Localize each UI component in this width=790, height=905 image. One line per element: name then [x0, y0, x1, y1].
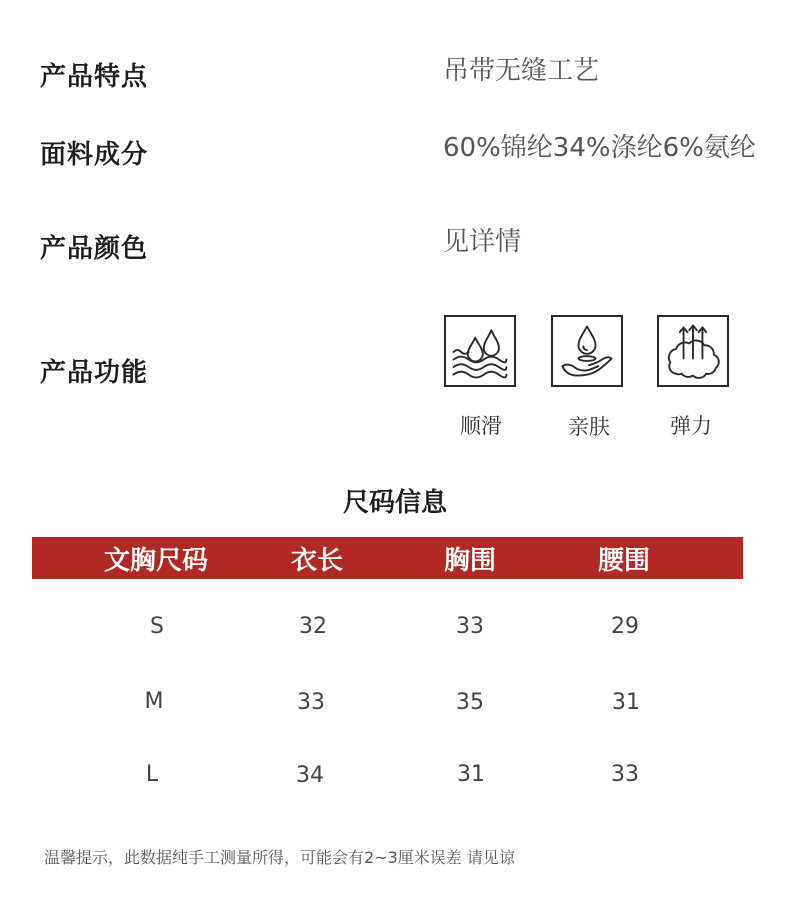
cell-size: S	[150, 614, 164, 639]
header-waist: 腰围	[597, 546, 650, 576]
feature-label-skin-friendly: 亲肤	[568, 415, 610, 439]
cell-size: L	[145, 762, 159, 787]
cell-waist: 31	[612, 690, 640, 715]
drop-on-hand-icon	[551, 315, 623, 387]
cell-waist: 29	[611, 614, 639, 639]
spec-label-fabric: 面料成分	[40, 140, 149, 170]
feature-label-elastic: 弹力	[670, 414, 712, 438]
cell-size: M	[144, 689, 164, 714]
cell-waist: 33	[611, 762, 639, 787]
size-table-header	[32, 537, 743, 579]
cell-bust: 35	[456, 690, 484, 715]
water-drops-waves-icon	[444, 315, 516, 387]
size-section-title: 尺码信息	[342, 488, 447, 518]
cell-length: 33	[297, 690, 325, 715]
spec-label-color: 产品颜色	[40, 234, 149, 264]
cell-length: 34	[296, 763, 324, 788]
spec-label-function: 产品功能	[40, 358, 149, 388]
spec-value-color: 见详情	[443, 227, 522, 257]
measurement-note: 温馨提示，此数据纯手工测量所得，可能会有2~3厘米误差 请见谅	[44, 848, 515, 867]
spec-value-fabric: 60%锦纶34%涤纶6%氨纶	[443, 133, 756, 163]
header-bust: 胸围	[443, 546, 496, 576]
spec-label-feature: 产品特点	[40, 62, 149, 92]
cell-bust: 33	[456, 614, 484, 639]
feature-label-smooth: 顺滑	[460, 414, 502, 438]
spec-value-feature: 吊带无缝工艺	[443, 56, 600, 86]
cloud-arrows-icon	[657, 315, 729, 387]
cell-length: 32	[299, 614, 327, 639]
cell-bust: 31	[457, 762, 485, 787]
header-length: 衣长	[290, 546, 343, 576]
header-bra-size: 文胸尺码	[103, 546, 208, 576]
